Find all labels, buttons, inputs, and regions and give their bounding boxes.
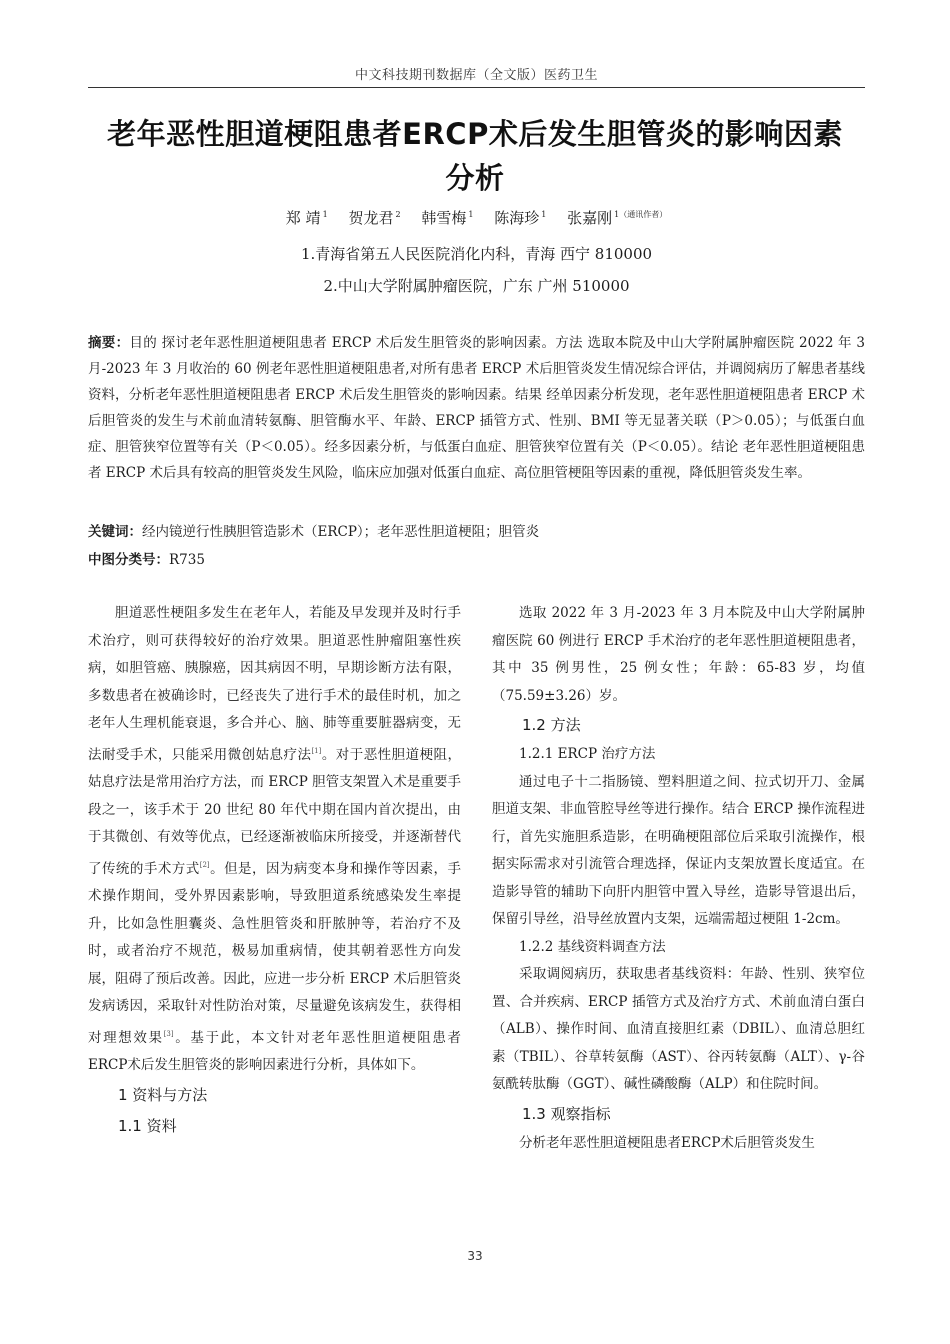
author: 贺龙君 $^2$ bbox=[348, 209, 401, 227]
citation-3[interactable]: [3] bbox=[163, 1029, 174, 1038]
abstract-text: 目的 探讨老年恶性胆道梗阻患者 ERCP 术后发生胆管炎的影响因素。方法 选取本院及中山大学附属肿瘤医院 2022 年 3 月-2023 年 3 月收治的 60 例老年恶性胆道梗阻患者,对所有患者 ERCP 术后胆管炎发生情况综合评估，并调阅病历了解患者基线资料，分析老年恶性胆道梗阻患者 ERCP 术后发生胆管炎的影响因素。结果 经单因素分析发现，老年恶性胆道梗阻患者 ERCP 术后胆管炎的发生与术前血清转氨酶、胆管酶水平、年龄、ERCP 插管方式、性别、BMI 等无显著关联（P＞0.05）；与低蛋白血症、胆管狭窄位置等有关（P＜0.05）。经多因素分析，与低蛋白血症、胆管狭窄位置有关（P＜0.05）。结论 老年恶性胆道梗阻患者 ERCP 术后具有较高的胆管炎发生风险，临床应加强对低蛋白血症、高位胆管梗阻等因素的重视，降低胆管炎发生率。 bbox=[88, 335, 865, 481]
section-heading-1-2-2: 1.2.2 基线资料调查方法 bbox=[519, 938, 666, 955]
keywords-text: 经内镜逆行性胰胆管造影术（ERCP）；老年恶性胆道梗阻；胆管炎 bbox=[142, 524, 540, 540]
author: 郑 靖 $^1$ bbox=[285, 209, 328, 227]
journal-header: 中文科技期刊数据库（全文版）医药卫生 bbox=[354, 68, 598, 83]
title-line-1: 老年恶性胆道梗阻患者ERCP术后发生胆管炎的影响因素 bbox=[107, 117, 843, 151]
section-heading-1-3: 1.3 观察指标 bbox=[522, 1104, 611, 1123]
citation-1[interactable]: [1] bbox=[311, 746, 322, 755]
author: 韩雪梅 $^1$ bbox=[421, 209, 474, 227]
classification bbox=[88, 548, 865, 568]
citation-2[interactable]: [2] bbox=[199, 860, 210, 869]
section-heading-1-2: 1.2 方法 bbox=[522, 716, 581, 734]
header-rule bbox=[88, 87, 865, 88]
right-column bbox=[492, 600, 865, 1157]
left-column bbox=[88, 600, 461, 1142]
author-list bbox=[88, 207, 865, 228]
author: 陈海珍 $^1$ bbox=[494, 209, 547, 227]
classification-label: 中图分类号： bbox=[88, 552, 169, 568]
affiliation-1: 1.青海省第五人民医院消化内科，青海 西宁 810000 bbox=[300, 245, 653, 263]
baseline-paragraph: 采取调阅病历，获取患者基线资料：年龄、性别、狭窄位置、合并疾病、ERCP 插管方式及治疗方式、术前血清白蛋白（ALB）、操作时间、血清直接胆红素（DBIL）、血清总胆红素（TBIL）、谷草转氨酶（AST）、谷丙转氨酶（ALT）、γ-谷氨酰转肽酶（GGT）、碱性磷酸酶（ALP）和住院时间。 bbox=[492, 966, 865, 1092]
author: 张嘉刚 $^{1(通讯作者)}$ bbox=[567, 209, 668, 227]
observation-paragraph: 分析老年恶性胆道梗阻患者ERCP术后胆管炎发生 bbox=[519, 1134, 815, 1151]
keywords bbox=[88, 520, 865, 540]
intro-paragraph: 胆道恶性梗阻多发生在老年人，若能及早发现并及时行手术治疗，则可获得较好的治疗效果。胆道恶性肿瘤阻塞性疾病，如胆管癌、胰腺癌，因其病因不明，早期诊断方法有限，多数患者在被确诊时，已经丧失了进行手术的最佳时机，加之老年人生理机能衰退，多合并心、脑、肺等重要脏器病变，无法耐受手术，只能采用微创姑息疗法[1]。对于恶性胆道梗阻，姑息疗法是常用治疗方法，而 ERCP 胆管支架置入术是重要手段之一，该手术于 20 世纪 80 年代中期在国内首次提出，由于其微创、有效等优点，已经逐渐被临床所接受，并逐渐替代了传统的手术方式[2]。但是，因为病变本身和操作等因素，手术操作期间，受外界因素影响，导致胆道系统感染发生率提升，比如急性胆囊炎、急性胆管炎和肝脓肿等，若治疗不及时，或者治疗不规范，极易加重病情，使其朝着恶性方向发展，阻碍了预后改善。因此，应进一步分析 ERCP 术后胆管炎发病诱因，采取针对性防治对策，尽量避免该病发生，获得相对理想效果[3]。基于此，本文针对老年恶性胆道梗阻患者ERCP术后发生胆管炎的影响因素进行分析，具体如下。 bbox=[88, 605, 462, 1073]
abstract bbox=[88, 330, 865, 486]
title-line-2: 分析 bbox=[445, 161, 505, 195]
section-heading-1-2-1: 1.2.1 ERCP 治疗方法 bbox=[519, 746, 656, 762]
classification-code: R735 bbox=[169, 552, 205, 568]
materials-paragraph: 选取 2022 年 3 月-2023 年 3 月本院及中山大学附属肿瘤医院 60 例进行 ERCP 手术治疗的老年恶性胆道梗阻患者，其中 35 例男性，25 例女性；年龄：65-83 岁，均值（75.59±3.26）岁。 bbox=[492, 605, 865, 704]
section-heading-1-1: 1.1 资料 bbox=[118, 1116, 177, 1135]
abstract-label: 摘要： bbox=[88, 335, 130, 351]
methods-paragraph: 通过电子十二指肠镜、塑料胆道之间、拉式切开刀、金属胆道支架、非血管腔导丝等进行操作。结合 ERCP 操作流程进行，首先实施胆系造影，在明确梗阻部位后采取引流操作，根据实际需求对引流管合理选择，保证内支架放置长度适宜。在造影导管的辅助下向肝内胆管中置入导丝，造影导管退出后，保留引导丝，沿导丝放置内支架，远端需超过梗阻 1-2cm。 bbox=[492, 773, 865, 927]
page-number: 33 bbox=[467, 1249, 483, 1263]
affiliation-2: 2.中山大学附属肿瘤医院，广东 广州 510000 bbox=[323, 277, 630, 295]
keywords-label: 关键词： bbox=[88, 524, 142, 540]
section-heading-1: 1 资料与方法 bbox=[118, 1085, 208, 1104]
paper-title bbox=[70, 112, 880, 200]
